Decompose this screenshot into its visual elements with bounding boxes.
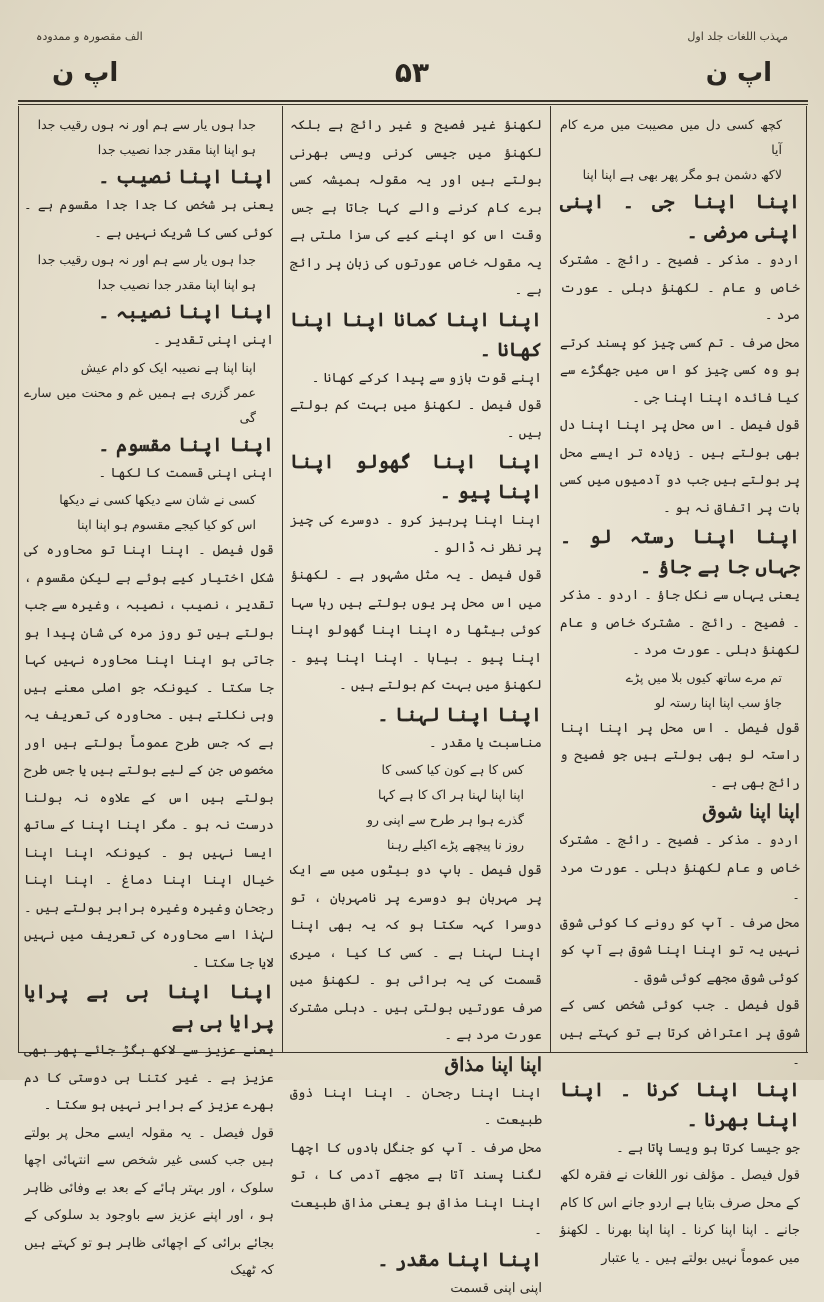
entry-paragraph: قول فیصل ۔ باپ دو بیٹوں میں سے ایک پر مہربان ہو دوسرے پر نامہربان ، تو دوسرا کہہ سکتا ہو کہ یہ بھی اپنا اپنا لہنا ہے ۔ کسی کا کیا ، میری قسمت کی یہ برائی ہو ۔ لکھنؤ میں صرف عورتیں بولتی ہیں ۔ دہلی مشترک عورت مرد ہے ۔	[290, 857, 542, 1050]
entry-headword: اپنا اپنا مذاق	[290, 1050, 542, 1080]
frame-right-border	[806, 106, 807, 1052]
entry-paragraph: یعنے عزیز سے لاکھ بگڑ جائے پھر بھی عزیز ہے ۔ غیر کتنا ہی دوستی کا دم بھرے عزیز کے برابر نہیں ہو سکتا ۔	[24, 1037, 274, 1120]
column-divider-right	[550, 106, 551, 1052]
entry-paragraph: اپنی اپنی قسمت	[290, 1275, 542, 1302]
entry-paragraph: قول فیصل ۔ لکھنؤ میں بہت کم بولتے ہیں ۔	[290, 392, 542, 447]
header-rule	[18, 100, 808, 102]
page-header	[14, 52, 810, 104]
running-head	[20, 30, 804, 50]
entry-paragraph: قول فیصل ۔ مؤلف نور اللغات نے فقرہ لکھ کے محل صرف بتایا ہے اردو جانے اس کا کام جانے ۔ اپنا اپنا کرنا ۔ اپنا اپنا بھرنا ۔ لکھنؤ میں عموماً نہیں بولتے ہیں ۔ یا عتبار	[560, 1162, 800, 1272]
entry-paragraph: اردو ۔ مذکر ۔ فصیح ۔ رائج ۔ مشترک خاص و عام لکھنؤ دہلی ۔ عورت مرد ۔	[560, 827, 800, 910]
verse-line: ہو اپنا اپنا مقدر جدا نصیب جدا	[24, 137, 274, 162]
entry-paragraph: محل صرف ۔ تم کسی چیز کو پسند کرتے ہو وہ کسی چیز کو اس میں جھگڑے سے کیا فائدہ اپنا اپنا جی ۔	[560, 330, 800, 413]
verse-line: جدا ہوں یار سے ہم اور نہ ہوں رقیب جدا	[24, 247, 274, 272]
verse-line: جاؤ سب اپنا اپنا رستہ لو	[560, 690, 800, 715]
entry-paragraph: اپنے قوت بازو سے پیدا کرکے کھانا ۔	[290, 365, 542, 393]
entry-headword: اپنا اپنا لہنا ۔	[290, 700, 542, 730]
entry-paragraph: یعنی ہر شخص کا جدا جدا مقسوم ہے ۔ کوئی کسی کا شریک نہیں ہے ۔	[24, 192, 274, 247]
entry-paragraph: اپنی اپنی قسمت کا لکھا ۔	[24, 460, 274, 488]
entry-paragraph: قول فیصل ۔ اپنا اپنا تو محاورہ کی شکل اختیار کیے ہوئے ہے لیکن مقسوم ، تقدیر ، نصیب ، نصیبہ ، وغیرہ سے جب بولتے ہیں تو روز مرہ کی شان پیدا ہو جاتی ہو اپنا اپنا محاورہ نہیں کہا جا سکتا ۔ کیونکہ جو اصلی معنے ہیں وہی نکلتے ہیں ۔ محاورہ کی تعریف یہ ہے کہ جس طرح عموماً بولتے ہیں اور مخصوص جن کے لیے بولتے ہیں یا جس طرح بولتے ہیں اس کے علاوہ نہ بولنا درست نہ ہو ۔ مگر اپنا اپنا کے ساتھ ایسا نہیں ہو ۔ کیونکہ اپنا اپنا خیال اپنا اپنا دماغ ۔ اپنا اپنا رجحان وغیرہ وغیرہ برابر بولتے ہیں ۔ لہٰذا اسے محاورہ کی تعریف میں نہیں لایا جا سکتا ۔	[24, 537, 274, 977]
column-divider-left	[282, 106, 283, 1052]
frame-left-border	[18, 106, 19, 1052]
entry-headword: اپنا اپنا مقدر ۔	[290, 1245, 542, 1275]
verse-line: کس کا ہے کون کیا کسی کا	[290, 757, 542, 782]
verse-line: کچھ کسی دل میں مصیبت میں مرے کام آیا	[560, 112, 800, 162]
entry-headword: اپنا اپنا نصیب ۔	[24, 162, 274, 192]
entry-paragraph: مناسبت یا مقدر ۔	[290, 730, 542, 758]
headword-guide-right: اپ ن	[706, 58, 772, 88]
verse-line: گذرے ہوا ہر طرح سے اپنی رو	[290, 807, 542, 832]
entry-headword: اپنا اپنا رستہ لو ۔ جہاں جا ہے جاؤ ۔	[560, 522, 800, 582]
entry-paragraph: اردو ۔ مذکر ۔ فصیح ۔ رائج ۔ مشترک خاص و عام ۔ لکھنؤ دہلی ۔ عورت مرد ۔	[560, 247, 800, 330]
verse-line: روز نا پیچھے پڑے اکیلے رہنا	[290, 832, 542, 857]
entry-paragraph: اپنا اپنا پرہیز کرو ۔ دوسرے کی چیز پر نظر نہ ڈالو ۔	[290, 507, 542, 562]
running-head-right: مہذب اللغات جلد اول	[687, 30, 788, 43]
entry-paragraph: جو جیسا کرتا ہو ویسا پاتا ہے ۔	[560, 1135, 800, 1163]
entry-headword: اپنا اپنا نصیبہ ۔	[24, 297, 274, 327]
entry-paragraph: اپنی اپنی تقدیر ۔	[24, 327, 274, 355]
entry-paragraph: قول فیصل ۔ اس محل پر اپنا اپنا راستہ لو بھی بولتے ہیں جو فصیح و رائج بھی ہے ۔	[560, 715, 800, 798]
headword-guide-left: اپ ن	[52, 58, 118, 88]
verse-line: اس کو کیا کیجے مقسوم ہو اپنا اپنا	[24, 512, 274, 537]
entry-paragraph: قول فیصل ۔ اس محل پر اپنا اپنا دل بھی بولتے ہیں ۔ زیادہ تر ایسے محل پر بولتے ہیں جب دو آدمیوں میں کسی بات پر اتفاق نہ ہو ۔	[560, 412, 800, 522]
entry-headword: اپنا اپنا کمانا اپنا اپنا کھانا ۔	[290, 305, 542, 365]
entry-paragraph: محل صرف ۔ آپ کو رونے کا کوئی شوق نہیں یہ تو اپنا اپنا شوق ہے آپ کو کوئی شوق مجھے کوئی شوق ۔	[560, 910, 800, 993]
column-left	[24, 112, 274, 1042]
column-right	[560, 112, 800, 1042]
entry-paragraph: اپنا اپنا رجحان ۔ اپنا اپنا ذوق طبیعت ۔	[290, 1080, 542, 1135]
entry-headword: اپنا اپنا مقسوم ۔	[24, 430, 274, 460]
verse-line: عمر گزری ہے ہمیں غم و محنت میں سارے گی	[24, 380, 274, 430]
verse-line: اپنا اپنا لہنا ہر اک کا ہے کہا	[290, 782, 542, 807]
verse-line: تم مرے ساتھ کیوں بلا میں پڑے	[560, 665, 800, 690]
header-rule-thin	[18, 104, 808, 105]
verse-line: ہو اپنا اپنا مقدر جدا نصیب جدا	[24, 272, 274, 297]
entry-headword: اپنا اپنا ہی ہے پرایا پرایا ہی ہے	[24, 977, 274, 1037]
page-number: ۵۳	[374, 56, 450, 89]
entry-paragraph: محل صرف ۔ آپ کو جنگل بادوں کا اچھا لگنا پسند آتا ہے مجھے آدمی کا ، تو اپنا اپنا مذاق ہو یعنی مذاق طبیعت ۔	[290, 1135, 542, 1245]
verse-line: کسی نے شان سے دیکھا کسی نے دیکھا	[24, 487, 274, 512]
entry-paragraph: قول فیصل ۔ یہ مقولہ ایسے محل پر بولتے ہیں جب کسی غیر شخص سے انتہائی اچھا سلوک ، اور بہتر ہائے کے بعد بے وفائی ظاہر ہو ، اور اپنے عزیز سے باوجود بد سلوکی کے بجائے برائی کے اچھائی ظاہر ہو تو کہتے ہیں کہ ٹھیک	[24, 1120, 274, 1285]
entry-headword: اپنا اپنا جی ۔ اپنی اپنی مرضی ۔	[560, 187, 800, 247]
verse-line: لاکھ دشمن ہو مگر پھر بھی ہے اپنا اپنا	[560, 162, 800, 187]
entry-headword: اپنا اپنا گھولو اپنا اپنا پیو ۔	[290, 447, 542, 507]
verse-line: اپنا اپنا ہے نصیبہ ایک کو دام عیش	[24, 355, 274, 380]
running-head-left: الف مقصورہ و ممدودہ	[36, 30, 143, 43]
entry-headword: اپنا اپنا کرنا ۔ اپنا اپنا بھرنا ۔	[560, 1075, 800, 1135]
entry-paragraph: قول فیصل ۔ یہ مثل مشہور ہے ۔ لکھنؤ میں اس محل پر یوں بولتے ہیں رہا سہا کوئی بیٹھا رہ اپنا اپنا گھولو اپنا اپنا پیو ۔ بیاہا ۔ اپنا اپنا پیو ۔ لکھنؤ میں بہت کم بولتے ہیں ۔	[290, 562, 542, 700]
column-middle	[290, 112, 542, 1042]
entry-paragraph: یعنی یہاں سے نکل جاؤ ۔ اردو ۔ مذکر ۔ فصیح ۔ رائج ۔ مشترک خاص و عام لکھنؤ دہلی ۔ عورت مرد ۔	[560, 582, 800, 665]
entry-paragraph: لکھنؤ غیر فصیح و غیر رائج ہے بلکہ لکھنؤ میں جیسی کرنی ویسی بھرنی بولتے ہیں اور یہ مقولہ ہمیشہ کسی برے کام کرنے والے کہا جاتا ہے جس وقت اس کو اپنے کیے کی سزا ملتی ہے یہ مقولہ خاص عورتوں کی زبان پر رائج ہے ۔	[290, 112, 542, 305]
entry-paragraph: قول فیصل ۔ جب کوئی شخص کسی کے شوق پر اعتراض کرتا ہے تو کہتے ہیں ۔	[560, 992, 800, 1075]
verse-line: جدا ہوں یار سے ہم اور نہ ہوں رقیب جدا	[24, 112, 274, 137]
entry-headword: اپنا اپنا شوق	[560, 797, 800, 827]
